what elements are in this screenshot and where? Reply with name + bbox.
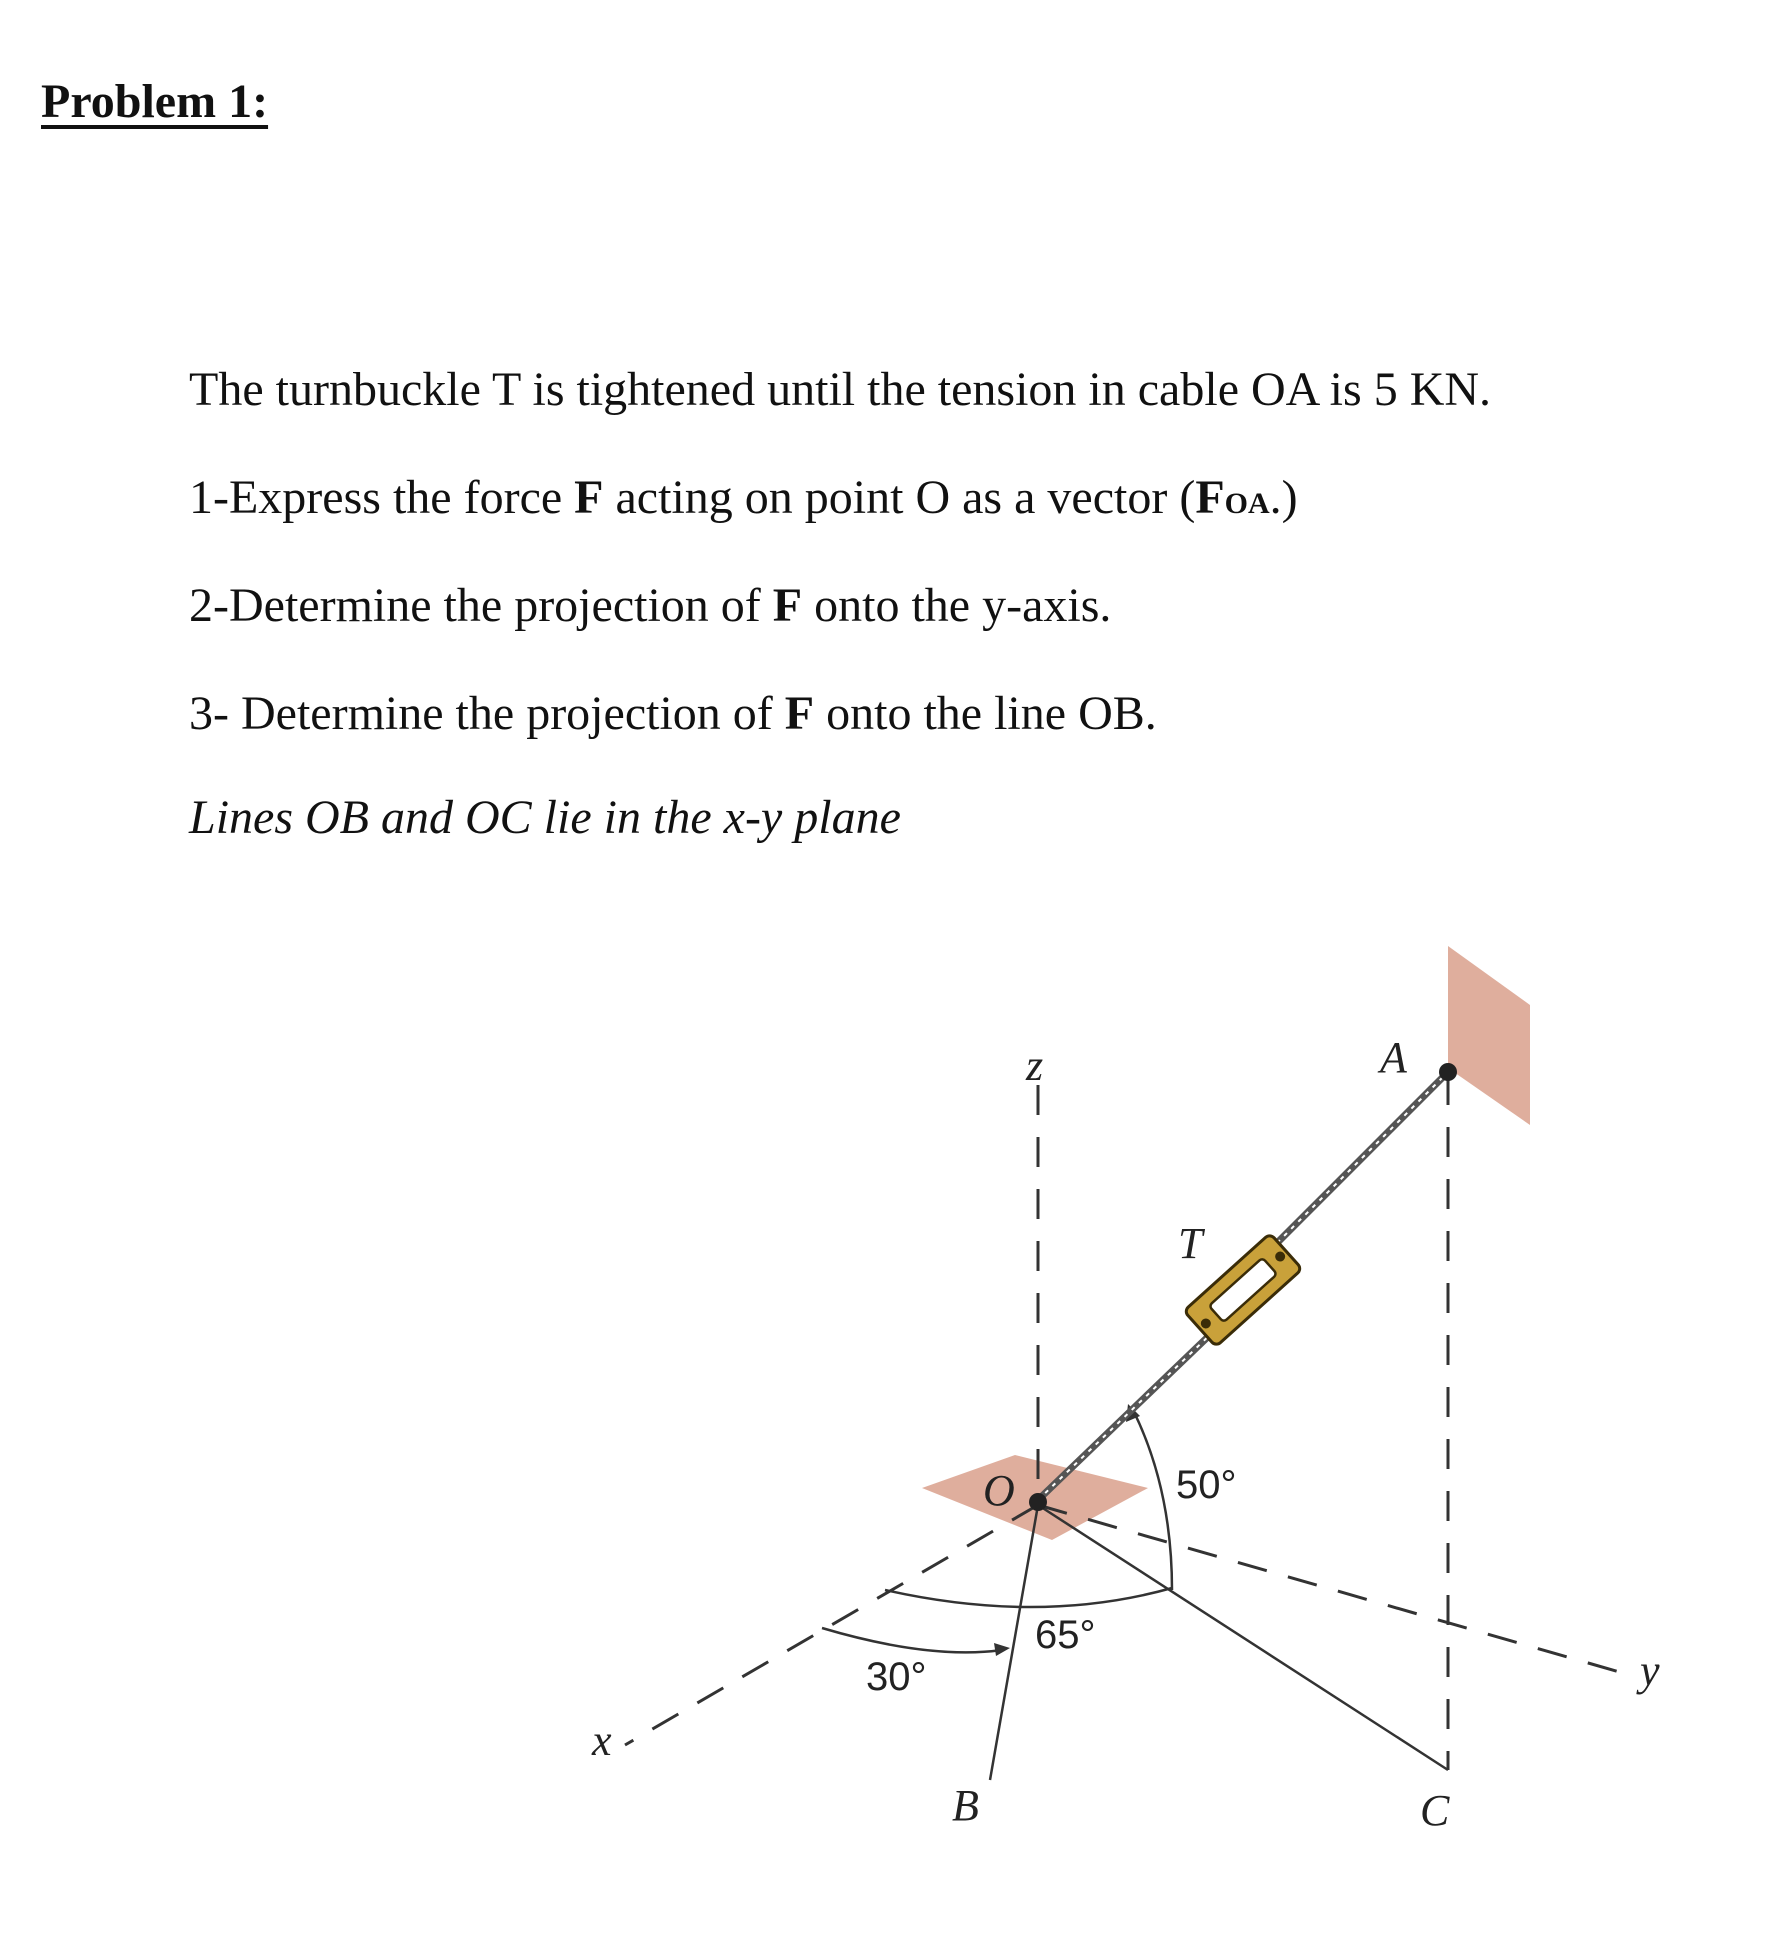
q3-force-symbol: F <box>784 687 815 740</box>
angle-30-arc <box>822 1628 1002 1652</box>
q2-force-symbol: F <box>772 579 803 632</box>
problem-statement: The turnbuckle T is tightened until the tension in cable OA is 5 KN. <box>189 363 1492 416</box>
label-o: O <box>983 1466 1015 1515</box>
q1-vector-subscript: OA <box>1224 487 1270 520</box>
q1-vector-symbol: F <box>1195 471 1225 524</box>
q1-middle: acting on point O as a vector ( <box>603 471 1196 524</box>
q1-force-symbol: F <box>574 471 604 524</box>
q1-prefix: 1-Express the force <box>189 471 575 524</box>
q3-prefix: 3- Determine the projection of <box>189 687 785 740</box>
line-oc <box>1038 1505 1448 1770</box>
problem-title: Problem 1: <box>41 75 269 128</box>
label-b: B <box>952 1781 979 1830</box>
angle-50-label: 50° <box>1176 1463 1237 1507</box>
q2-suffix: onto the y-axis. <box>802 579 1112 632</box>
angle-30-arrowhead <box>994 1643 1010 1656</box>
label-y: y <box>1640 1646 1660 1695</box>
label-a: A <box>1380 1033 1407 1082</box>
angle-65-arc <box>885 1588 1172 1607</box>
point-o <box>1029 1493 1047 1511</box>
y-axis <box>1038 1505 1630 1675</box>
wall-plate <box>1448 946 1530 1125</box>
label-t: T <box>1178 1219 1203 1268</box>
plane-note: Lines OB and OC lie in the x-y plane <box>189 791 901 844</box>
angle-65-label: 65° <box>1035 1613 1096 1657</box>
q3-suffix: onto the line OB. <box>814 687 1157 740</box>
point-a <box>1439 1063 1457 1081</box>
angle-30-label: 30° <box>866 1655 927 1699</box>
label-x: x <box>592 1716 612 1765</box>
label-z: z <box>1026 1041 1044 1090</box>
angle-50-arc <box>1134 1412 1172 1590</box>
x-axis <box>625 1505 1038 1745</box>
q1-suffix: .) <box>1269 471 1298 524</box>
label-c: C <box>1420 1786 1450 1835</box>
line-ob <box>990 1505 1038 1780</box>
q2-prefix: 2-Determine the projection of <box>189 579 773 632</box>
